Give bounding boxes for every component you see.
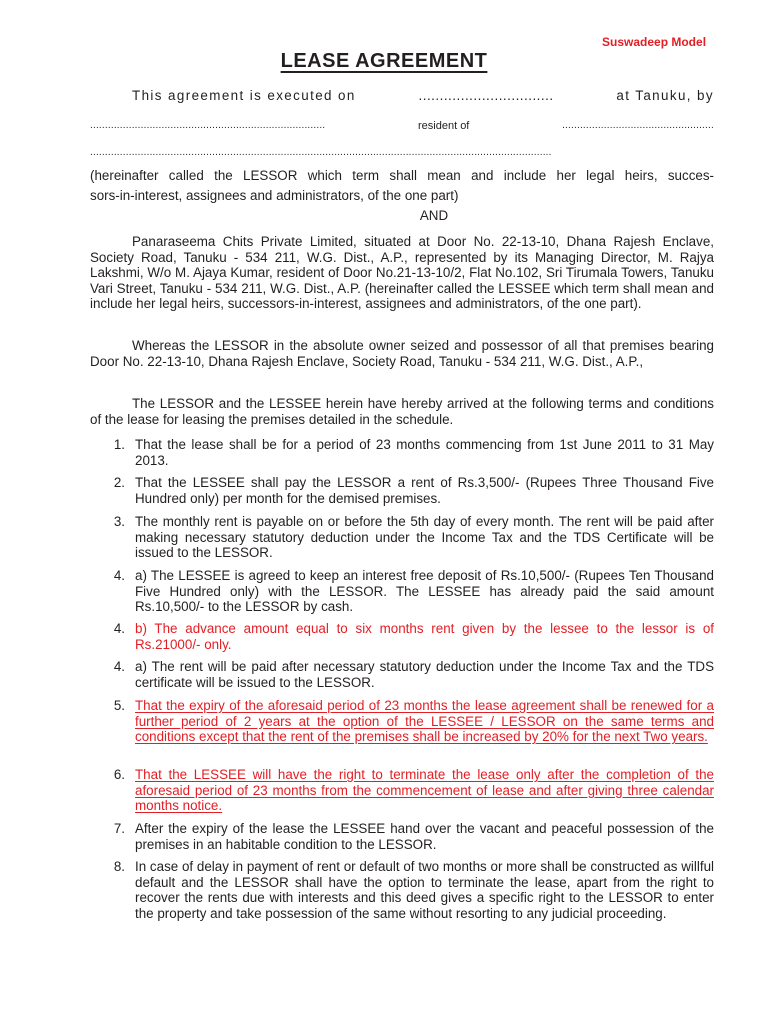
clause-text: That the LESSEE will have the right to terminate the lease only after the completion of the aforesaid period of 23 months from the commencement of lease and after giving three calendar months notice. [135,767,714,813]
and-separator: AND [419,208,449,223]
lessor-name-blank: ............................................................................... [90,120,326,131]
clause-1 [90,437,714,468]
document-title [0,50,768,73]
clause-5-renewal [90,698,714,745]
intro-line-1 [90,88,714,104]
clause-text: a) The LESSEE is agreed to keep an interest free deposit of Rs.10,500/- (Rupees Ten Thousand Five Hundred only) with the LESSOR. The LESSEE has already paid the said amount Rs.10,500/- to the LESSOR by cash. [135,568,714,614]
clause-number: 1. [113,437,125,452]
clause-text: That the LESSEE shall pay the LESSOR a rent of Rs.3,500/- (Rupees Three Thousand Five Hundred only) per month for the demised premises. [135,475,714,506]
clause-number: 6. [113,767,125,782]
clause-number: 5. [113,698,125,713]
clause-number: 2. [113,475,125,490]
clause-4a-deposit [90,568,714,615]
lessor-address-blank: ................................................... [562,120,714,131]
clause-4a-rent-deduction [90,659,714,690]
clause-number: 4. [113,568,125,583]
clause-number: 4. [113,659,125,674]
clause-text: After the expiry of the lease the LESSEE hand over the vacant and peaceful possession of the premises in an habitable condition to the LESSOR. [135,821,714,852]
clause-number: 3. [113,514,125,529]
clause-text: The monthly rent is payable on or before the 5th day of every month. The rent will be paid after making necessary statutory deduction under the Income Tax and the TDS Certificate will be issued to the LESSOR. [135,514,714,560]
terms-intro-paragraph: The LESSOR and the LESSEE herein have hereby arrived at the following terms and conditions of the lease for leasing the premises detailed in the schedule. [90,396,714,427]
lessor-definition-line-2: sors-in-interest, assignees and administrators, of the one part) [90,188,459,203]
clause-text: In case of delay in payment of rent or default of two months or more shall be constructed as willful default and the LESSOR shall have the option to terminate the lease, apart from the right to recover the rents due with interests and this deed gives a specific right to the LESSOR to enter the property and take possession of the same without resorting to any judicial proceeding. [135,859,714,921]
resident-of-label: resident of [418,120,470,132]
intro-location-text: at Tanuku, by [616,88,714,103]
lessee-paragraph: Panaraseema Chits Private Limited, situated at Door No. 22-13-10, Dhana Rajesh Enclave, Society Road, Tanuku - 534 211, W.G. Dist., A.P., represented by its Managing Director, M. Rajya Lakshmi, W/o M. Ajaya Kumar, resident of Door No.21-13-10/2, Flat No.102, Sri Tirumala Towers, Tanuku Vari Street, Tanuku - 534 211, W.G. Dist., A.P. (hereinafter called the LESSEE which term shall mean and include her legal heirs, successors-in-interest, assignees and administrators, of the one part). [90,234,714,311]
clause-text: That the lease shall be for a period of 23 months commencing from 1st June 2011 to 31 May 2013. [135,437,714,468]
intro-line-2 [90,118,714,134]
clause-number: 4. [113,621,125,636]
clause-8-default [90,859,714,921]
whereas-paragraph: Whereas the LESSOR in the absolute owner seized and possessor of all that premises bearing Door No. 22-13-10, Dhana Rajesh Enclave, Society Road, Tanuku - 534 211, W.G. Dist., A.P., [90,338,714,369]
model-label: Suswadeep Model [602,35,707,49]
intro-executed-text: This agreement is executed on [132,88,356,103]
clause-2 [90,475,714,506]
lessor-definition-line-1: (hereinafter called the LESSOR which term shall mean and include her legal heirs, succes- [90,168,714,183]
clause-4b-advance [90,621,714,652]
clause-number: 8. [113,859,125,874]
clause-text: a) The rent will be paid after necessary statutory deduction under the Income Tax and the TDS certificate will be issued to the LESSOR. [135,659,714,690]
clause-7-handover [90,821,714,852]
document-title-text: LEASE AGREEMENT [280,50,488,72]
clause-3 [90,514,714,561]
clause-6-termination [90,767,714,814]
clause-text: b) The advance amount equal to six months rent given by the lessee to the lessor is of Rs.21000/- only. [135,621,714,652]
date-blank: ................................ [418,88,554,103]
intro-line-3: ........................................................................................................................................................... [90,147,552,158]
clause-text: That the expiry of the aforesaid period of 23 months the lease agreement shall be renewed for a further period of 2 years at the option of the LESSEE / LESSOR on the same terms and conditions except that the rent of the premises shall be increased by 20% for the next Two years. [135,698,714,744]
clause-number: 7. [113,821,125,836]
